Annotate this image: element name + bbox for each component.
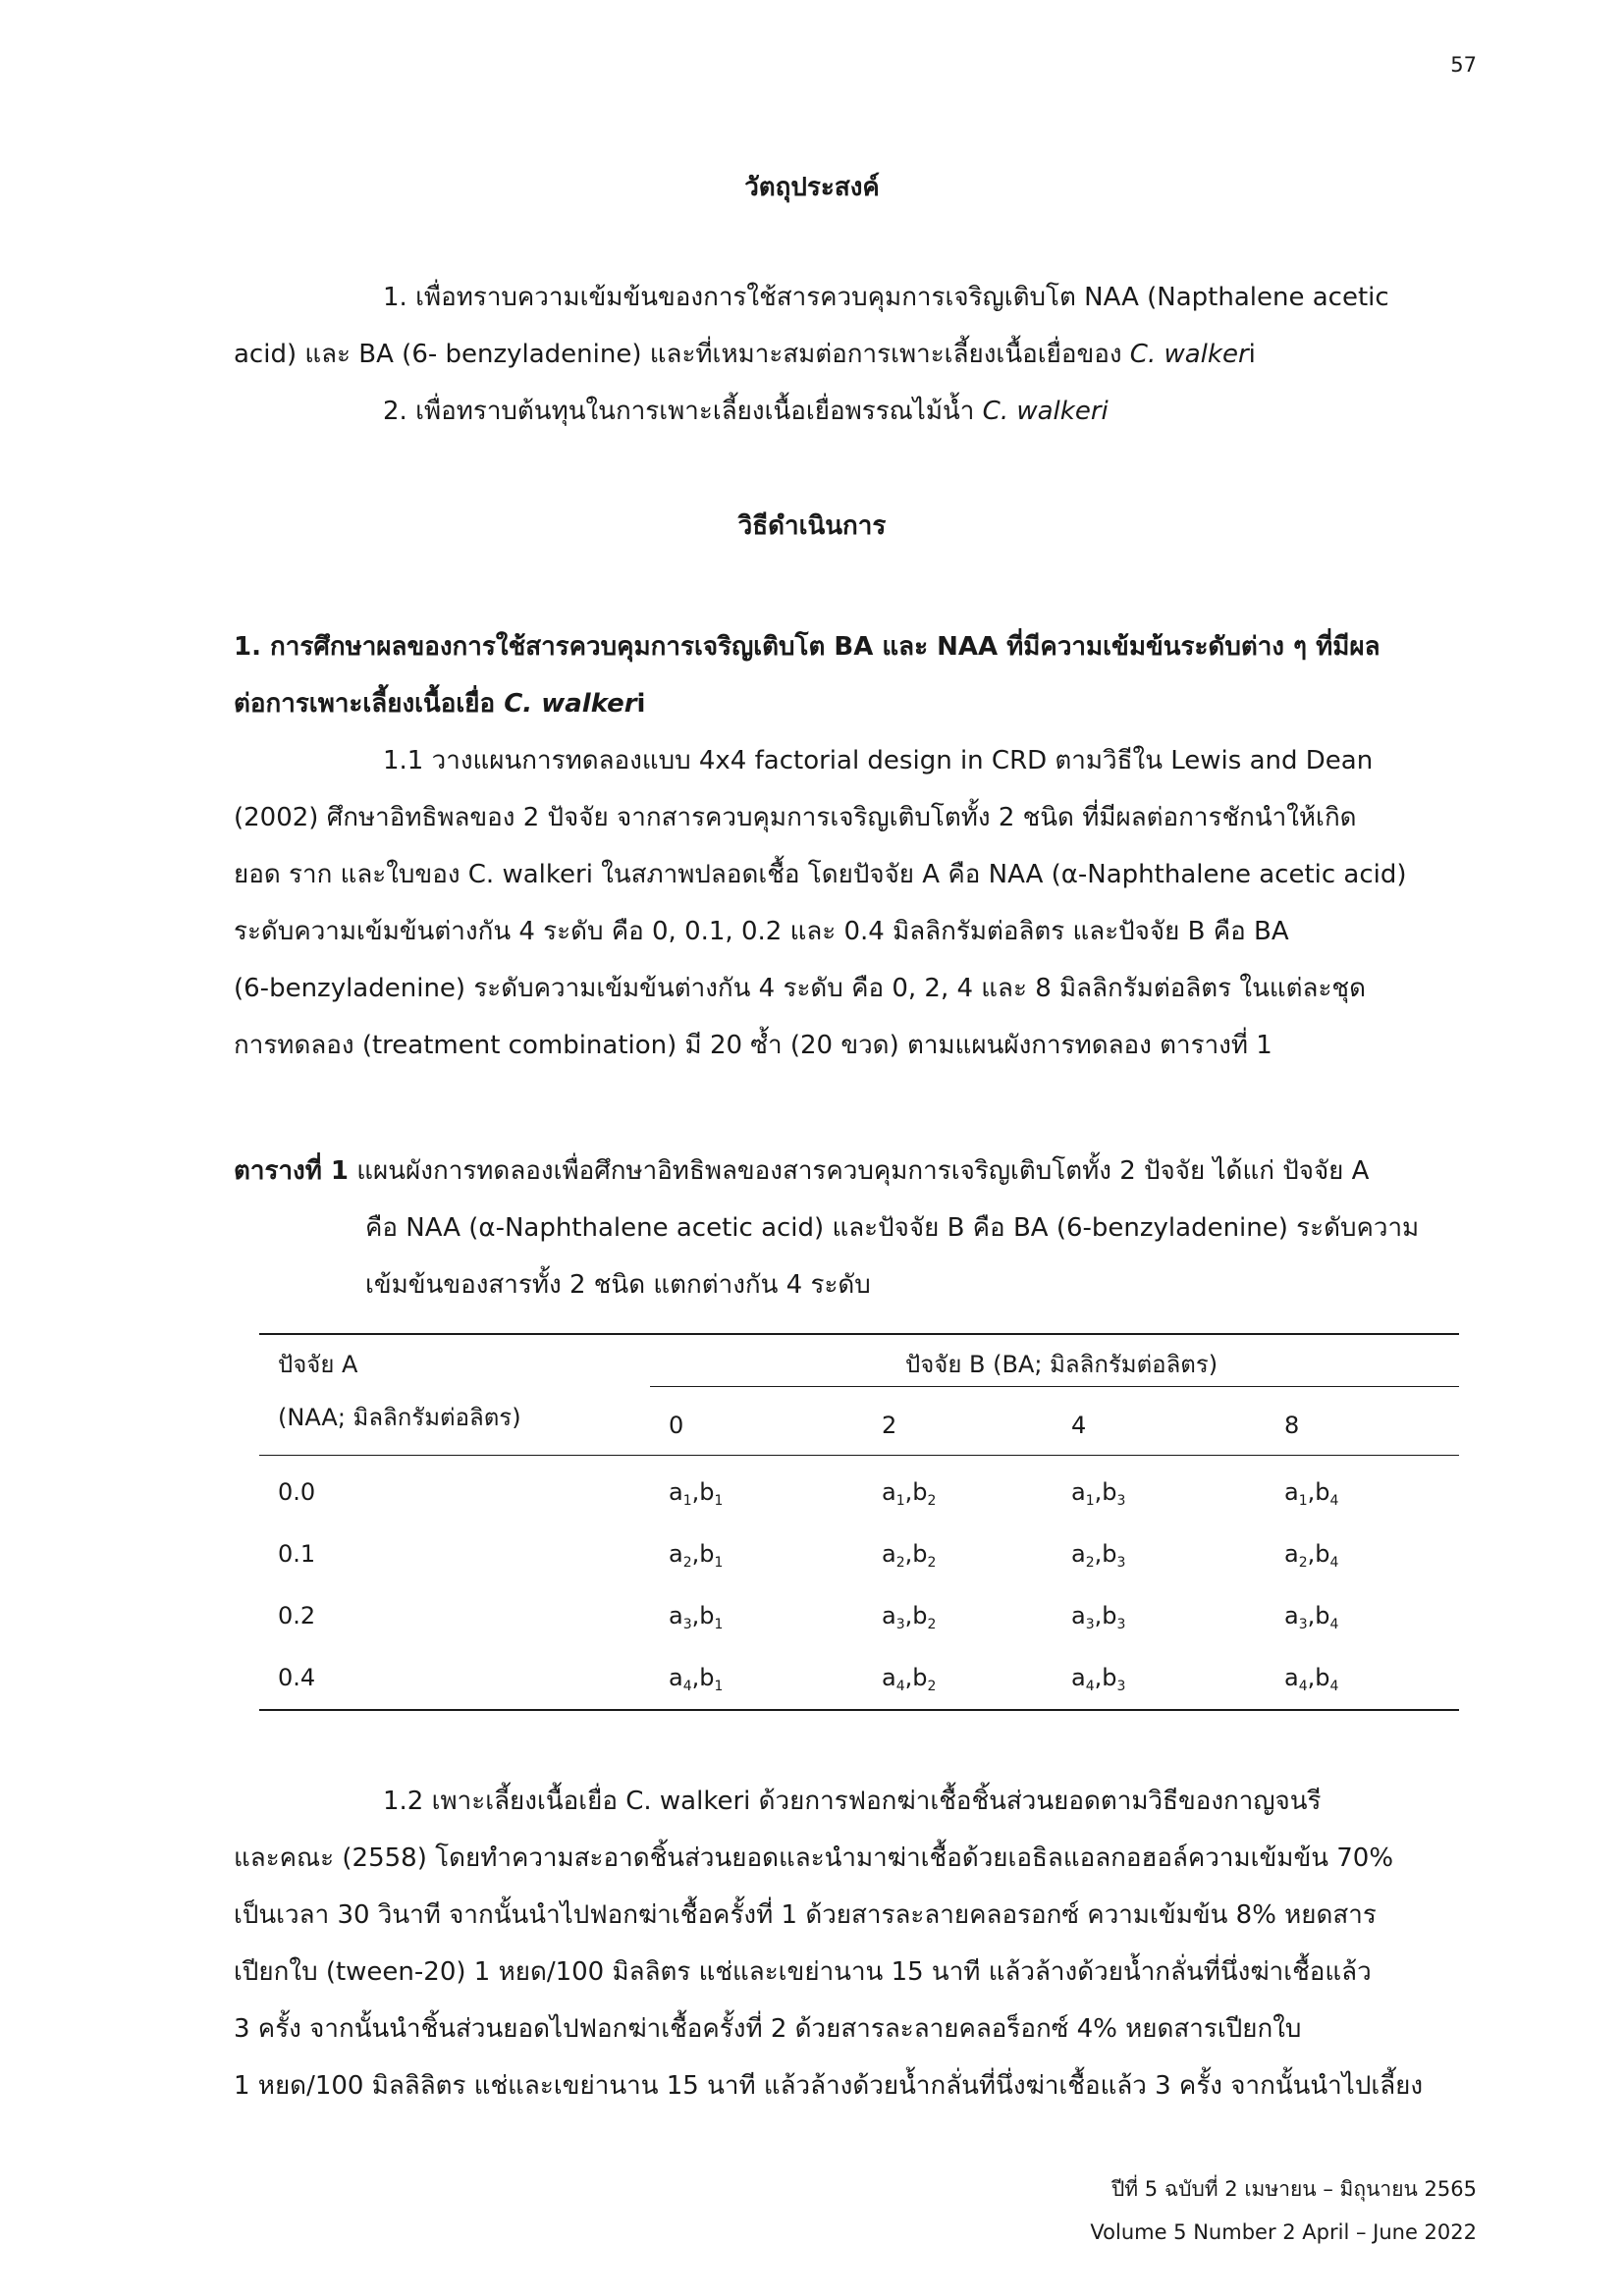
b-level-header: 8	[1284, 1412, 1300, 1439]
table-bottom-rule	[259, 1709, 1459, 1711]
table-factor-b-rule	[650, 1386, 1459, 1387]
treatment-cell: $a_2,b_4$	[1284, 1540, 1339, 1571]
treatment-cell: $a_2,b_3$	[1071, 1540, 1126, 1571]
treatment-cell: $a_4,b_2$	[882, 1664, 937, 1694]
paragraph-1-1-line: ระดับความเข้มข้นต่างกัน 4 ระดับ คือ 0, 0.1, 0.2 และ 0.4 มิลลิกรัมต่อลิตร และปัจจัย B คือ BA	[234, 917, 1289, 946]
table-1-caption-line-2: คือ NAA (α-Naphthalene acetic acid) และปัจจัย B คือ BA (6-benzyladenine) ระดับความ	[365, 1213, 1420, 1243]
treatment-cell: $a_1,b_2$	[882, 1478, 937, 1509]
b-level-header: 2	[882, 1412, 897, 1439]
treatment-cell: $a_2,b_1$	[669, 1540, 724, 1571]
table-top-rule	[259, 1333, 1459, 1335]
factor-b-header: ปัจจัย B (BA; มิลลิกรัมต่อลิตร)	[905, 1351, 1218, 1378]
a-level-label: 0.1	[278, 1540, 316, 1568]
paragraph-1-1-line: 1.1 วางแผนการทดลองแบบ 4x4 factorial design in CRD ตามวิธีใน Lewis and Dean	[383, 746, 1374, 775]
objectives-heading: วัตถุประสงค์	[744, 173, 880, 202]
objective-item-1-line-2: acid) และ BA (6- benzyladenine) และที่เหมาะสมต่อการเพาะเลี้ยงเนื้อเยื่อของ C. walkeri	[234, 340, 1256, 369]
paragraph-1-2-line: เป็นเวลา 30 วินาที จากนั้นนำไปฟอกฆ่าเชื้อครั้งที่ 1 ด้วยสารละลายคลอรอกซ์ ความเข้มข้น 8% หยดสาร	[234, 1900, 1377, 1930]
treatment-cell: $a_1,b_1$	[669, 1478, 724, 1509]
footer-thai-volume: ปีที่ 5 ฉบับที่ 2 เมษายน – มิถุนายน 2565	[1110, 2177, 1477, 2201]
page-number: 57	[1450, 53, 1477, 77]
treatment-cell: $a_4,b_3$	[1071, 1664, 1126, 1694]
paragraph-1-2-line: 1.2 เพาะเลี้ยงเนื้อเยื่อ C. walkeri ด้วยการฟอกฆ่าเชื้อชิ้นส่วนยอดตามวิธีของกาญจนรี	[383, 1787, 1322, 1816]
treatment-cell: $a_4,b_4$	[1284, 1664, 1339, 1694]
b-level-header: 4	[1071, 1412, 1087, 1439]
table-1-caption-line-3: เข้มข้นของสารทั้ง 2 ชนิด แตกต่างกัน 4 ระดับ	[365, 1270, 871, 1300]
treatment-cell: $a_3,b_1$	[669, 1602, 724, 1632]
factor-a-header: ปัจจัย A	[278, 1351, 358, 1378]
a-level-label: 0.2	[278, 1602, 316, 1629]
treatment-cell: $a_3,b_3$	[1071, 1602, 1126, 1632]
treatment-cell: $a_3,b_2$	[882, 1602, 937, 1632]
paragraph-1-1-line: (6-benzyladenine) ระดับความเข้มข้นต่างกัน 4 ระดับ คือ 0, 2, 4 และ 8 มิลลิกรัมต่อลิตร ในแต่ละชุด	[234, 974, 1366, 1003]
paragraph-1-2-line: 3 ครั้ง จากนั้นนำชิ้นส่วนยอดไปฟอกฆ่าเชื้อครั้งที่ 2 ด้วยสารละลายคลอร็อกซ์ 4% หยดสารเปียกใบ	[234, 2014, 1302, 2044]
objective-item-2: 2. เพื่อทราบต้นทุนในการเพาะเลี้ยงเนื้อเยื่อพรรณไม้น้ำ C. walkeri	[383, 397, 1109, 426]
paragraph-1-2-line: เปียกใบ (tween-20) 1 หยด/100 มิลลิตร แช่และเขย่านาน 15 นาที แล้วล้างด้วยน้ำกลั่นที่นึ่งฆ่าเชื้อแล้ว	[234, 1957, 1372, 1987]
treatment-cell: $a_2,b_2$	[882, 1540, 937, 1571]
treatment-cell: $a_3,b_4$	[1284, 1602, 1339, 1632]
table-header-rule	[259, 1455, 1459, 1456]
footer-english-volume: Volume 5 Number 2 April – June 2022	[1090, 2220, 1477, 2244]
paragraph-1-1-line: ยอด ราก และใบของ C. walkeri ในสภาพปลอดเชื้อ โดยปัจจัย A คือ NAA (α-Naphthalene acetic acid)	[234, 860, 1407, 889]
paragraph-1-1-line: การทดลอง (treatment combination) มี 20 ซ้ำ (20 ขวด) ตามแผนผังการทดลอง ตารางที่ 1	[234, 1031, 1272, 1060]
treatment-cell: $a_4,b_1$	[669, 1664, 724, 1694]
b-level-header: 0	[669, 1412, 684, 1439]
treatment-cell: $a_1,b_3$	[1071, 1478, 1126, 1509]
objective-item-1-line-1: 1. เพื่อทราบความเข้มข้นของการใช้สารควบคุมการเจริญเติบโต NAA (Napthalene acetic	[383, 283, 1389, 312]
paragraph-1-2-line: 1 หยด/100 มิลลิลิตร แช่และเขย่านาน 15 นาที แล้วล้างด้วยน้ำกลั่นที่นึ่งฆ่าเชื้อแล้ว 3 ครั้ง จากนั้นนำไปเลี้ยง	[234, 2071, 1424, 2101]
a-level-label: 0.4	[278, 1664, 316, 1691]
paragraph-1-2-line: และคณะ (2558) โดยทำความสะอาดชิ้นส่วนยอดและนำมาฆ่าเชื้อด้วยเอธิลแอลกอฮอล์ความเข้มข้น 70%	[234, 1843, 1394, 1873]
a-level-label: 0.0	[278, 1478, 316, 1506]
methods-heading: วิธีดำเนินการ	[737, 511, 887, 541]
section-1-heading-line-2: ต่อการเพาะเลี้ยงเนื้อเยื่อ C. walkeri	[234, 689, 646, 719]
factor-a-unit: (NAA; มิลลิกรัมต่อลิตร)	[278, 1404, 521, 1431]
section-1-heading-line-1: 1. การศึกษาผลของการใช้สารควบคุมการเจริญเติบโต BA และ NAA ที่มีความเข้มข้นระดับต่าง ๆ ที่มีผล	[234, 632, 1380, 662]
paragraph-1-1-line: (2002) ศึกษาอิทธิพลของ 2 ปัจจัย จากสารควบคุมการเจริญเติบโตทั้ง 2 ชนิด ที่มีผลต่อการชักนำให้เกิด	[234, 803, 1357, 832]
treatment-cell: $a_1,b_4$	[1284, 1478, 1339, 1509]
table-1-caption-line-1: ตารางที่ 1 แผนผังการทดลองเพื่อศึกษาอิทธิพลของสารควบคุมการเจริญเติบโตทั้ง 2 ปัจจัย ได้แก่ ปัจจัย A	[234, 1156, 1370, 1186]
